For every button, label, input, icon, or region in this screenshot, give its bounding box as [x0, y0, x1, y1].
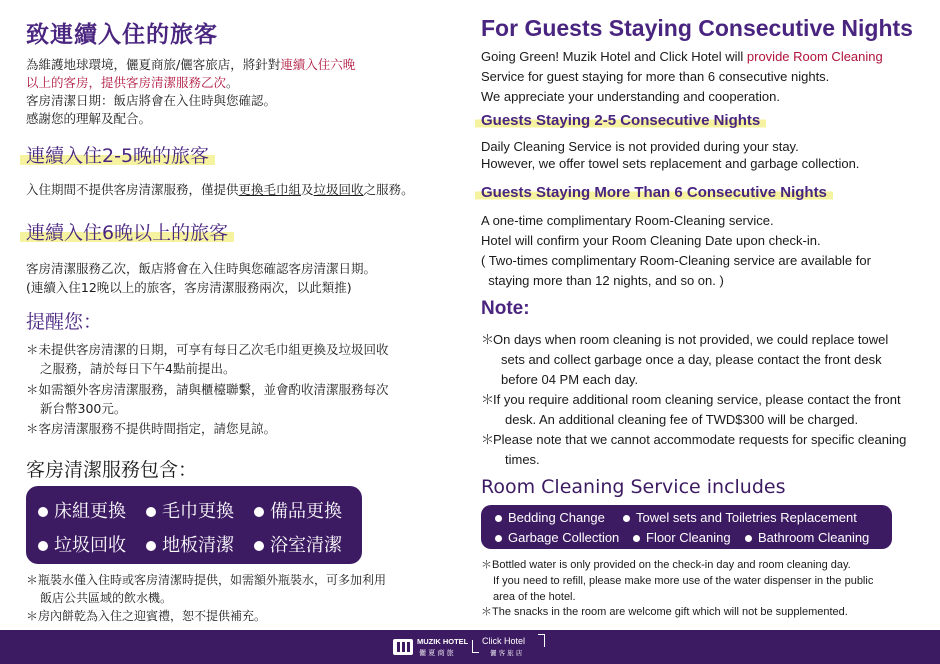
en-note-1: ＊ On days when room cleaning is not provided, we could replace towel sets and collect garbage once a day, please contact the front desk before 04 PM each day.: [481, 332, 889, 387]
zh-service-item: 床組更換: [38, 497, 126, 523]
en-intro-line1: Going Green! Muzik Hotel and Click Hotel will provide Room Cleaning: [481, 49, 883, 64]
en-intro-line3: We appreciate your understanding and cooperation.: [481, 89, 780, 104]
en-section1-title: Guests Staying 2-5 Consecutive Nights: [481, 112, 766, 129]
zh-service-item: 垃圾回收: [38, 531, 126, 557]
en-note-title: Note:: [481, 298, 530, 319]
en-service-item: Floor Cleaning: [633, 530, 731, 545]
en-section2-title: Guests Staying More Than 6 Consecutive Nights: [481, 184, 833, 201]
bullet-icon: [495, 515, 502, 522]
zh-service-item: 毛巾更換: [146, 497, 234, 523]
asterisk-icon: ＊: [26, 342, 39, 357]
zh-section2-line2: (連續入住12晚以上的旅客，客房清潔服務兩次，以此類推): [26, 280, 352, 295]
en-footnote-1: ＊Bottled water is only provided on the check-in day and room cleaning day. If you need to refill, please make more use of the water dispenser in the public area of the hotel.: [481, 559, 874, 603]
en-section1-line2: However, we offer towel sets replacement and garbage collection.: [481, 156, 860, 171]
en-intro-line2: Service for guest staying for more than 6 consecutive nights.: [481, 69, 830, 84]
en-services-title: Room Cleaning Service includes: [481, 476, 786, 498]
bullet-icon: [146, 507, 156, 517]
bullet-icon: [146, 541, 156, 551]
zh-section2-title: 連續入住6晚以上的旅客: [26, 218, 234, 245]
zh-section1-body: 入住期間不提供客房清潔服務，僅提供更換毛巾組及垃圾回收之服務。: [26, 182, 414, 197]
bullet-icon: [38, 541, 48, 551]
zh-page-title: 致連續入住的旅客: [26, 22, 218, 48]
zh-reminder-1: ＊未提供客房清潔的日期，可享有每日乙次毛巾組更換及垃圾回收: [26, 342, 389, 357]
zh-intro-line4: 感謝您的理解及配合。: [26, 111, 152, 126]
zh-reminder-2-cont: 新台幣300元。: [40, 401, 127, 416]
zh-footnote-2: ＊房內餅乾為入住之迎賓禮，恕不提供補充。: [26, 609, 267, 623]
zh-footnote-1: ＊瓶裝水僅入住時或客房清潔時提供，如需額外瓶裝水，可多加利用: [26, 573, 387, 587]
bullet-icon: [633, 535, 640, 542]
en-section2-line4: staying more than 12 nights, and so on. ): [481, 273, 724, 288]
en-note-2: ＊ If you require additional room cleaning service, please contact the front desk. An additional cleaning fee of TWD$300 will be charged.: [481, 392, 901, 427]
zh-services-panel: [26, 486, 362, 564]
bullet-icon: [254, 507, 264, 517]
asterisk-icon: ＊: [26, 421, 39, 436]
en-section2-line2: Hotel will confirm your Room Cleaning Date upon check-in.: [481, 233, 821, 248]
muzik-hotel-chinese: 儷 夏 商 旅: [419, 649, 454, 657]
bullet-icon: [745, 535, 752, 542]
zh-reminder-1-cont: 之服務，請於每日下午4點前提出。: [40, 361, 236, 376]
zh-service-item: 浴室清潔: [254, 531, 342, 557]
bullet-icon: [623, 515, 630, 522]
zh-reminder-2: ＊如需額外客房清潔服務，請與櫃檯聯繫，並會酌收清潔服務每次: [26, 382, 389, 397]
muzik-logo-icon: [393, 639, 413, 655]
en-section2-line1: A one-time complimentary Room-Cleaning service.: [481, 213, 774, 228]
click-hotel-name: Click Hotel: [482, 636, 526, 646]
en-service-item: Garbage Collection: [495, 530, 619, 545]
en-services-panel: [481, 505, 892, 549]
click-bracket-left: [472, 640, 479, 653]
asterisk-icon: ＊: [481, 332, 495, 347]
en-service-item: Towel sets and Toiletries Replacement: [623, 510, 857, 525]
asterisk-icon: ＊: [481, 432, 495, 447]
en-note-3: ＊ Please note that we cannot accommodate requests for specific cleaning times.: [481, 432, 907, 467]
asterisk-icon: ＊: [26, 382, 39, 397]
en-page-title: For Guests Staying Consecutive Nights: [481, 15, 913, 41]
zh-service-item: 備品更換: [254, 497, 342, 523]
bullet-icon: [254, 541, 264, 551]
bullet-icon: [495, 535, 502, 542]
zh-intro-line1: 為維護地球環境，儷夏商旅/儷客旅店，將針對連續入住六晚: [26, 57, 356, 72]
muzik-hotel-name: MUZIK HOTEL: [417, 637, 469, 646]
zh-section1-title: 連續入住2-5晚的旅客: [26, 141, 215, 168]
zh-services-title: 客房清潔服務包含：: [26, 459, 198, 481]
asterisk-icon: ＊: [481, 559, 492, 571]
zh-intro-line2: 以上的客房，提供客房清潔服務乙次。: [26, 75, 239, 90]
zh-reminder-3: ＊客房清潔服務不提供時間指定，請您見諒。: [26, 421, 277, 436]
zh-reminder-title: 提醒您：: [26, 311, 103, 333]
bullet-icon: [38, 507, 48, 517]
zh-intro-line3: 客房清潔日期：飯店將會在入住時與您確認。: [26, 93, 277, 108]
asterisk-icon: ＊: [481, 392, 495, 407]
zh-section2-line1: 客房清潔服務乙次，飯店將會在入住時與您確認客房清潔日期。: [26, 261, 377, 276]
asterisk-icon: ＊: [26, 573, 39, 587]
en-section1-line1: Daily Cleaning Service is not provided during your stay.: [481, 139, 799, 154]
en-service-item: Bathroom Cleaning: [745, 530, 869, 545]
zh-footnote-1-cont: 飯店公共區域的飲水機。: [40, 591, 173, 605]
en-section2-line3: ( Two-times complimentary Room-Cleaning service are available for: [481, 253, 871, 268]
asterisk-icon: ＊: [481, 606, 492, 618]
footer-bar: [0, 630, 940, 664]
en-footnote-2: ＊The snacks in the room are welcome gift which will not be supplemented.: [481, 606, 848, 618]
click-hotel-chinese: 儷 客 旅 店: [490, 649, 523, 657]
en-service-item: Bedding Change: [495, 510, 605, 525]
click-bracket-right: [538, 634, 545, 647]
zh-service-item: 地板清潔: [146, 531, 234, 557]
asterisk-icon: ＊: [26, 609, 39, 623]
